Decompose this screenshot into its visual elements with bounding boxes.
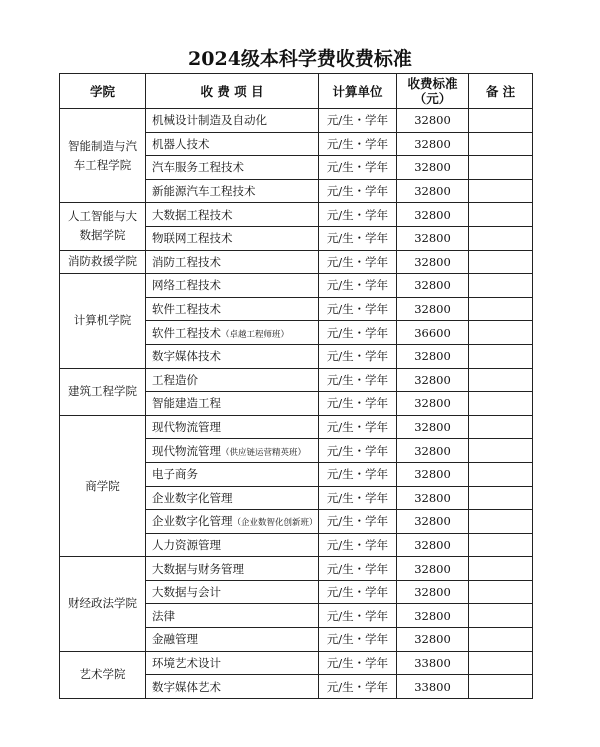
program-cell	[146, 580, 319, 604]
unit-cell: 元/生・学年	[319, 156, 397, 180]
remark-cell	[469, 179, 533, 203]
program-cell	[146, 132, 319, 156]
remark-cell	[469, 132, 533, 156]
fee-cell: 32800	[397, 250, 469, 274]
unit-cell: 元/生・学年	[319, 109, 397, 133]
program-name: 现代物流管理	[152, 420, 221, 435]
program-name: 机械设计制造及自动化	[152, 113, 267, 128]
header-remark: 备 注	[469, 74, 533, 109]
program-cell	[146, 203, 319, 227]
program-cell	[146, 297, 319, 321]
program-name: 智能建造工程	[152, 396, 221, 411]
header-college: 学院	[60, 74, 146, 109]
program-cell	[146, 604, 319, 628]
unit-cell: 元/生・学年	[319, 297, 397, 321]
program-name: 企业数字化管理	[152, 490, 233, 505]
college-cell: 商学院	[60, 415, 146, 557]
remark-cell	[469, 557, 533, 581]
program-name: 金融管理	[152, 632, 198, 647]
college-cell: 计算机学院	[60, 274, 146, 368]
remark-cell	[469, 486, 533, 510]
remark-cell	[469, 321, 533, 345]
fee-cell: 32800	[397, 132, 469, 156]
unit-cell: 元/生・学年	[319, 179, 397, 203]
program-cell	[146, 462, 319, 486]
program-cell	[146, 274, 319, 298]
fee-cell: 33800	[397, 675, 469, 699]
remark-cell	[469, 533, 533, 557]
remark-cell	[469, 156, 533, 180]
program-cell	[146, 179, 319, 203]
unit-cell: 元/生・学年	[319, 580, 397, 604]
program-cell	[146, 557, 319, 581]
remark-cell	[469, 297, 533, 321]
program-note: （供应链运营精英班）	[221, 447, 307, 458]
remark-cell	[469, 250, 533, 274]
header-program: 收 费 项 目	[146, 74, 319, 109]
table-row	[60, 651, 533, 675]
program-cell	[146, 533, 319, 557]
fee-cell: 32800	[397, 486, 469, 510]
unit-cell: 元/生・学年	[319, 604, 397, 628]
unit-cell: 元/生・学年	[319, 415, 397, 439]
program-name: 人力资源管理	[152, 537, 221, 552]
document-title: 2024级本科学费收费标准	[188, 48, 412, 70]
program-name: 数字媒体技术	[152, 349, 221, 364]
fee-cell: 32800	[397, 297, 469, 321]
fee-cell: 32800	[397, 628, 469, 652]
header-fee-line2: （元）	[413, 91, 452, 106]
program-name: 新能源汽车工程技术	[152, 184, 256, 199]
unit-cell: 元/生・学年	[319, 439, 397, 463]
program-cell	[146, 321, 319, 345]
college-cell: 人工智能与大数据学院	[60, 203, 146, 250]
header-unit: 计算单位	[319, 74, 397, 109]
remark-cell	[469, 462, 533, 486]
program-cell	[146, 439, 319, 463]
unit-cell: 元/生・学年	[319, 203, 397, 227]
fee-cell: 32800	[397, 109, 469, 133]
program-cell	[146, 415, 319, 439]
unit-cell: 元/生・学年	[319, 628, 397, 652]
remark-cell	[469, 415, 533, 439]
program-cell	[146, 628, 319, 652]
table-body	[60, 109, 533, 699]
program-cell	[146, 486, 319, 510]
program-cell	[146, 392, 319, 416]
unit-cell: 元/生・学年	[319, 392, 397, 416]
program-name: 机器人技术	[152, 136, 210, 151]
remark-cell	[469, 392, 533, 416]
college-cell: 消防救援学院	[60, 250, 146, 274]
program-note: （卓越工程师班）	[221, 329, 290, 340]
program-cell	[146, 510, 319, 534]
program-name: 软件工程技术	[152, 325, 221, 340]
program-name: 物联网工程技术	[152, 231, 233, 246]
remark-cell	[469, 675, 533, 699]
header-fee-line1: 收费标准	[407, 76, 458, 91]
unit-cell: 元/生・学年	[319, 321, 397, 345]
remark-cell	[469, 580, 533, 604]
unit-cell: 元/生・学年	[319, 651, 397, 675]
program-cell	[146, 675, 319, 699]
remark-cell	[469, 203, 533, 227]
table-row	[60, 109, 533, 133]
fee-cell: 32800	[397, 344, 469, 368]
program-cell	[146, 156, 319, 180]
remark-cell	[469, 651, 533, 675]
unit-cell: 元/生・学年	[319, 274, 397, 298]
unit-cell: 元/生・学年	[319, 533, 397, 557]
table-row	[60, 203, 533, 227]
remark-cell	[469, 628, 533, 652]
program-cell	[146, 368, 319, 392]
remark-cell	[469, 344, 533, 368]
program-name: 汽车服务工程技术	[152, 160, 244, 175]
fee-cell: 32800	[397, 226, 469, 250]
program-name: 大数据工程技术	[152, 207, 233, 222]
table-row	[60, 415, 533, 439]
header-fee	[397, 74, 469, 109]
remark-cell	[469, 226, 533, 250]
unit-cell: 元/生・学年	[319, 486, 397, 510]
remark-cell	[469, 274, 533, 298]
unit-cell: 元/生・学年	[319, 462, 397, 486]
unit-cell: 元/生・学年	[319, 368, 397, 392]
program-name: 消防工程技术	[152, 254, 221, 269]
college-cell: 智能制造与汽车工程学院	[60, 109, 146, 203]
unit-cell: 元/生・学年	[319, 226, 397, 250]
fee-cell: 36600	[397, 321, 469, 345]
program-cell	[146, 651, 319, 675]
remark-cell	[469, 109, 533, 133]
unit-cell: 元/生・学年	[319, 250, 397, 274]
unit-cell: 元/生・学年	[319, 132, 397, 156]
fee-cell: 32800	[397, 533, 469, 557]
table-row	[60, 274, 533, 298]
program-name: 企业数字化管理	[152, 514, 233, 529]
program-name: 大数据与会计	[152, 585, 221, 600]
program-name: 数字媒体艺术	[152, 679, 221, 694]
unit-cell: 元/生・学年	[319, 675, 397, 699]
fee-table	[59, 73, 533, 699]
program-name: 现代物流管理	[152, 443, 221, 458]
college-cell: 建筑工程学院	[60, 368, 146, 415]
fee-cell: 32800	[397, 368, 469, 392]
program-cell	[146, 226, 319, 250]
fee-cell: 32800	[397, 415, 469, 439]
fee-cell: 32800	[397, 557, 469, 581]
unit-cell: 元/生・学年	[319, 557, 397, 581]
fee-cell: 33800	[397, 651, 469, 675]
remark-cell	[469, 439, 533, 463]
program-cell	[146, 250, 319, 274]
fee-cell: 32800	[397, 580, 469, 604]
program-note: （企业数智化创新班）	[232, 518, 318, 529]
program-name: 环境艺术设计	[152, 655, 221, 670]
fee-cell: 32800	[397, 203, 469, 227]
remark-cell	[469, 510, 533, 534]
program-name: 工程造价	[152, 372, 198, 387]
fee-cell: 32800	[397, 179, 469, 203]
table-row	[60, 250, 533, 274]
fee-cell: 32800	[397, 156, 469, 180]
program-name: 法律	[152, 608, 175, 623]
program-name: 大数据与财务管理	[152, 561, 244, 576]
fee-cell: 32800	[397, 604, 469, 628]
program-name: 电子商务	[152, 467, 198, 482]
fee-cell: 32800	[397, 462, 469, 486]
college-cell: 财经政法学院	[60, 557, 146, 651]
fee-cell: 32800	[397, 510, 469, 534]
table-row	[60, 368, 533, 392]
fee-cell: 32800	[397, 274, 469, 298]
program-name: 软件工程技术	[152, 302, 221, 317]
table-header-row	[60, 74, 533, 109]
program-name: 网络工程技术	[152, 278, 221, 293]
program-cell	[146, 344, 319, 368]
fee-cell: 32800	[397, 392, 469, 416]
remark-cell	[469, 604, 533, 628]
unit-cell: 元/生・学年	[319, 344, 397, 368]
unit-cell: 元/生・学年	[319, 510, 397, 534]
program-cell	[146, 109, 319, 133]
fee-cell: 32800	[397, 439, 469, 463]
college-cell: 艺术学院	[60, 651, 146, 698]
remark-cell	[469, 368, 533, 392]
table-row	[60, 557, 533, 581]
